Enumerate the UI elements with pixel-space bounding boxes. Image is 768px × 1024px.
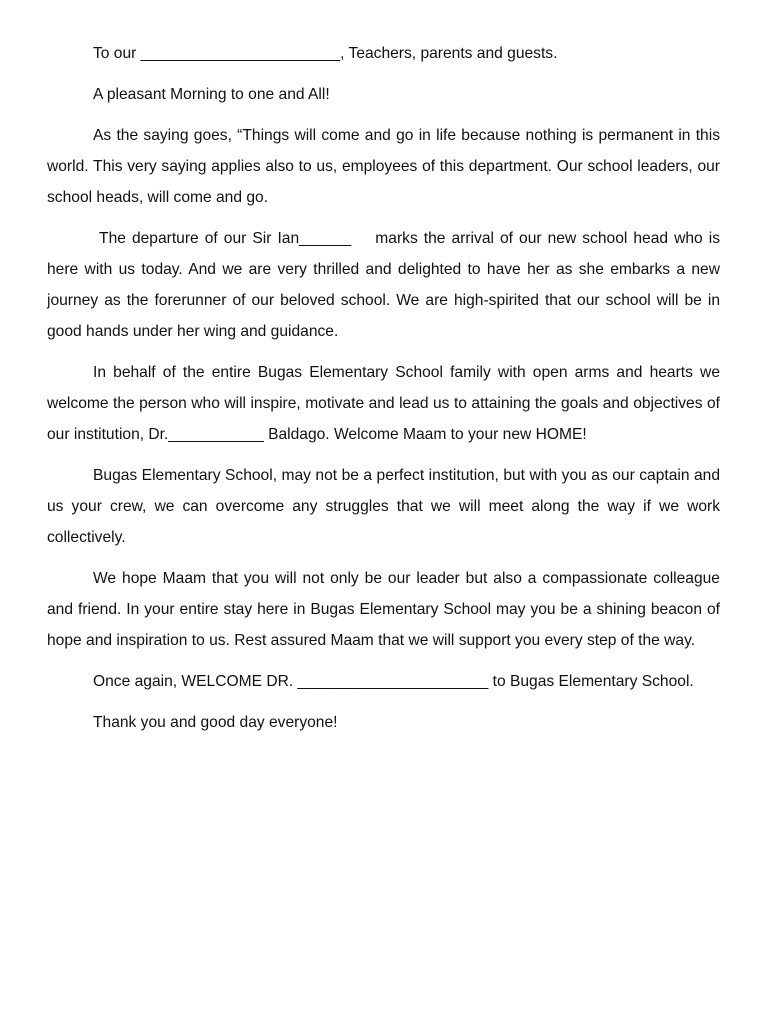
paragraph-hope: We hope Maam that you will not only be our leader but also a compassionate colleague and friend. In your entire stay here in Bugas Elementary School may you be a shining beacon of hope and inspiration to us. Rest assured Maam that we will support you every step of the way. bbox=[47, 570, 720, 649]
paragraph-departure: The departure of our Sir Ian______ marks the arrival of our new school head who is here with us today. And we are very thrilled and delighted to have her as she embarks a new journey as the forerunner of our beloved school. We are high-spirited that our school will be in good hands under her wing and guidance. bbox=[47, 230, 725, 340]
salutation-line: A pleasant Morning to one and All! bbox=[93, 86, 330, 103]
paragraph-institution: Bugas Elementary School, may not be a perfect institution, but with you as our captain and us your crew, we can overcome any struggles that we will meet along the way if we work collectively. bbox=[47, 467, 720, 546]
paragraph-saying: As the saying goes, “Things will come and go in life because nothing is permanent in this world. This very saying applies also to us, employees of this department. Our school leaders, our school heads, will come and go. bbox=[47, 127, 720, 206]
closing-line: Thank you and good day everyone! bbox=[93, 714, 338, 731]
welcome-again-line: Once again, WELCOME DR. ______________________ to Bugas Elementary School. bbox=[93, 673, 694, 690]
greeting-line: To our _______________________, Teachers, parents and guests. bbox=[93, 45, 558, 62]
paragraph-welcome: In behalf of the entire Bugas Elementary School family with open arms and hearts we welcome the person who will inspire, motivate and lead us to attaining the goals and objectives of our institution, Dr.___________ Baldago. Welcome Maam to your new HOME! bbox=[47, 364, 720, 443]
document-page bbox=[47, 38, 725, 748]
